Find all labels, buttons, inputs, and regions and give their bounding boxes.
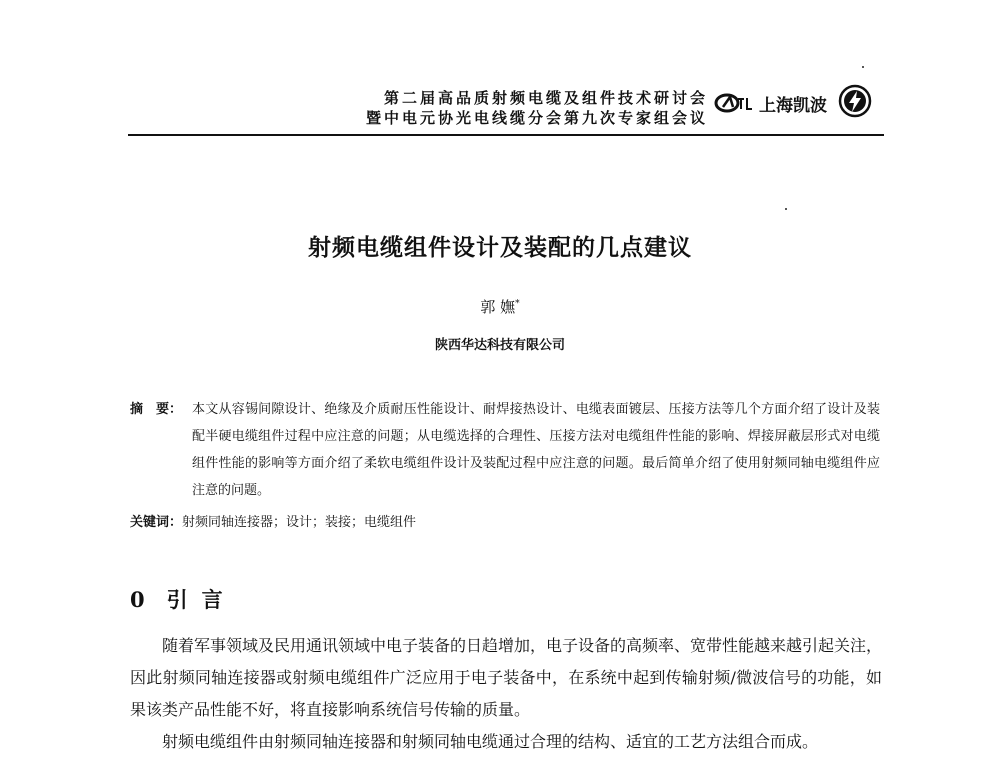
keywords-label: 关键词： xyxy=(130,515,183,530)
abstract-text: 本文从容锡间隙设计、绝缘及介质耐压性能设计、耐焊接热设计、电缆表面镀层、压接方法等几个方面介绍了设计及装配半硬电缆组件过程中应注意的问题；从电缆选择的合理性、压接方法对电缆组件性能的影响、焊接屏蔽层形式对电缆组件性能的影响等方面介绍了柔软电缆组件设计及装配过程中应注意的问题。最后简单介绍了使用射频同轴电缆组件应注意的问题。 xyxy=(192,402,880,498)
keywords xyxy=(130,513,880,533)
scan-speck xyxy=(785,208,787,210)
author-footnote-mark: * xyxy=(515,299,520,309)
keywords-text: 射频同轴连接器；设计；装接；电缆组件 xyxy=(182,515,417,530)
logo-swirl-icon xyxy=(714,90,758,116)
logo-text: 上海凯波 xyxy=(759,95,827,116)
lightning-emblem-icon xyxy=(838,84,872,118)
author-name xyxy=(0,296,1000,317)
body-paragraph: 射频电缆组件由射频同轴连接器和射频同轴电缆通过合理的结构、适宜的工艺方法组合而成。 xyxy=(162,732,819,751)
company-logo xyxy=(714,90,827,116)
section-number: 0 xyxy=(130,587,145,612)
affiliation: 陕西华达科技有限公司 xyxy=(434,338,565,353)
scan-speck xyxy=(862,66,864,68)
section-title: 引言 xyxy=(166,588,237,612)
body-paragraph: 随着军事领域及民用通讯领域中电子装备的日趋增加，电子设备的高频率、宽带性能越来越引起关注，因此射频同轴连接器或射频电缆组件广泛应用于电子装备中，在系统中起到传输射频/微波信号的功能，如果该类产品性能不好，将直接影响系统信号传输的质量。 xyxy=(130,636,883,719)
conference-header xyxy=(318,88,708,128)
section-heading xyxy=(130,584,237,614)
header-divider xyxy=(128,134,884,136)
abstract xyxy=(130,396,880,504)
abstract-label: 摘 要： xyxy=(130,402,183,417)
body-text xyxy=(130,630,882,758)
paper-title: 射频电缆组件设计及装配的几点建议 xyxy=(308,235,692,261)
conference-name-line1: 第二届高品质射频电缆及组件技术研讨会 xyxy=(383,89,708,107)
conference-name-line2: 暨中电元协光电线缆分会第九次专家组会议 xyxy=(365,109,708,127)
author-name-text: 郭 嫵 xyxy=(480,298,516,316)
